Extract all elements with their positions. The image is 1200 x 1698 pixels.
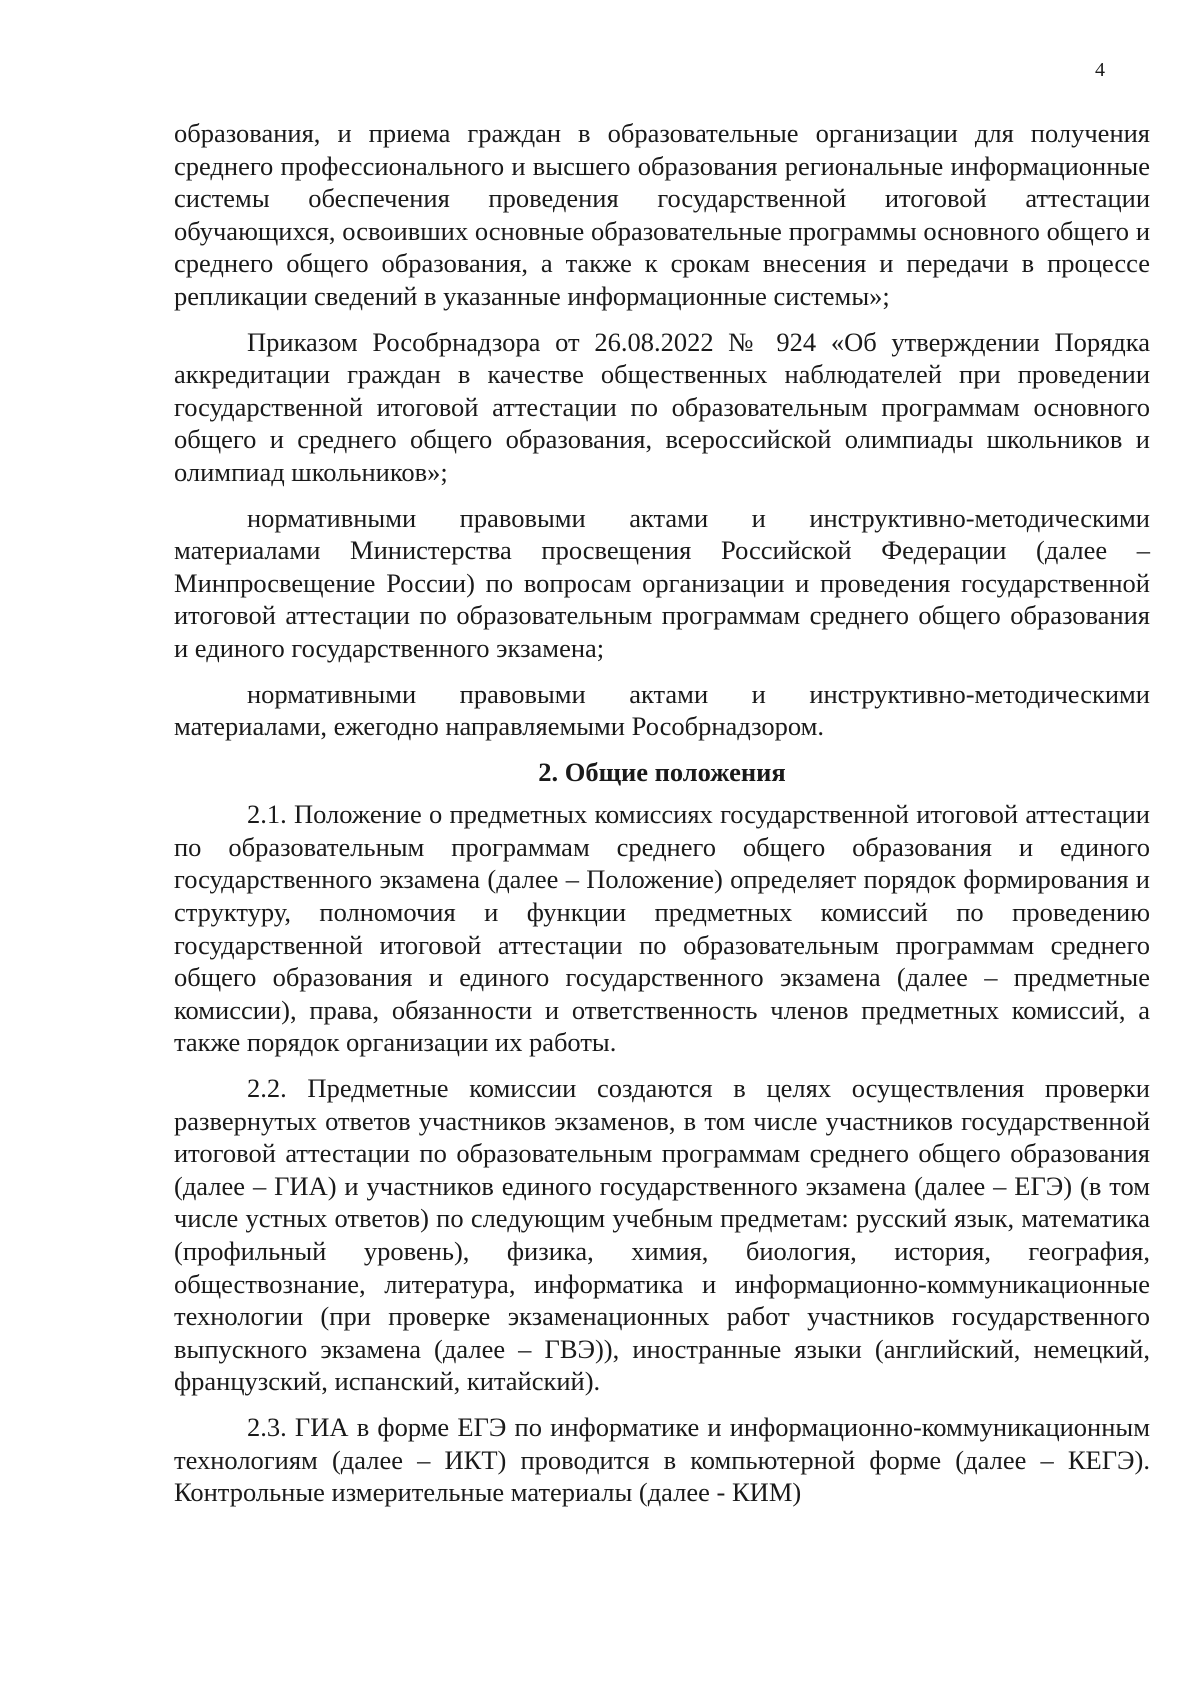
paragraph-2-2: 2.2. Предметные комиссии создаются в целях осуществления проверки развернутых ответов участников экзаменов, в том числе участников государственной итоговой аттестации по образовательным программам среднего общего образования (далее – ГИА) и участников единого государственного экзамена (далее – ЕГЭ) (в том числе устных ответов) по следующим учебным предметам: русский язык, математика (профильный уровень), физика, химия, биология, история, география, обществознание, литература, информатика и информационно-коммуникационные технологии (при проверке экзаменационных работ участников государственного выпускного экзамена (далее – ГВЭ)), иностранные языки (английский, немецкий, французский, испанский, китайский). <box>174 1073 1150 1397</box>
page-content <box>174 117 1150 1522</box>
paragraph-order-924: Приказом Рособрнадзора от 26.08.2022 № 924 «Об утверждении Порядка аккредитации граждан в качестве общественных наблюдателей при проведении государственной итоговой аттестации по образовательным программам основного общего и среднего общего образования, всероссийской олимпиады школьников и олимпиад школьников»; <box>174 326 1150 487</box>
page-number: 4 <box>1095 59 1105 81</box>
paragraph-rosobrnadzor-acts: нормативными правовыми актами и инструктивно-методическими материалами, ежегодно направляемыми Рособрнадзором. <box>174 678 1150 742</box>
paragraph-continuation: образования, и приема граждан в образовательные организации для получения среднего профессионального и высшего образования региональные информационные системы обеспечения проведения государственной итоговой аттестации обучающихся, освоивших основные образовательные программы основного общего и среднего общего образования, а также к срокам внесения и передачи в процессе репликации сведений в указанные информационные системы»; <box>174 118 1150 311</box>
paragraph-ministry-acts: нормативными правовыми актами и инструктивно-методическими материалами Министерства просвещения Российской Федерации (далее – Минпросвещение России) по вопросам организации и проведения государственной итоговой аттестации по образовательным программам среднего общего образования и единого государственного экзамена; <box>174 502 1150 663</box>
paragraph-2-3: 2.3. ГИА в форме ЕГЭ по информатике и информационно-коммуникационным технологиям (далее – ИКТ) проводится в компьютерной форме (далее – КЕГЭ). Контрольные измерительные материалы (далее - КИМ) <box>174 1411 1150 1508</box>
section-heading: 2. Общие положения <box>538 756 786 787</box>
paragraph-2-1: 2.1. Положение о предметных комиссиях государственной итоговой аттестации по образовательным программам среднего общего образования и единого государственного экзамена (далее – Положение) определяет порядок формирования и структуру, полномочия и функции предметных комиссий по проведению государственной итоговой аттестации по образовательным программам среднего общего образования и единого государственного экзамена (далее – предметные комиссии), права, обязанности и ответственность членов предметных комиссий, а также порядок организации их работы. <box>174 799 1150 1058</box>
